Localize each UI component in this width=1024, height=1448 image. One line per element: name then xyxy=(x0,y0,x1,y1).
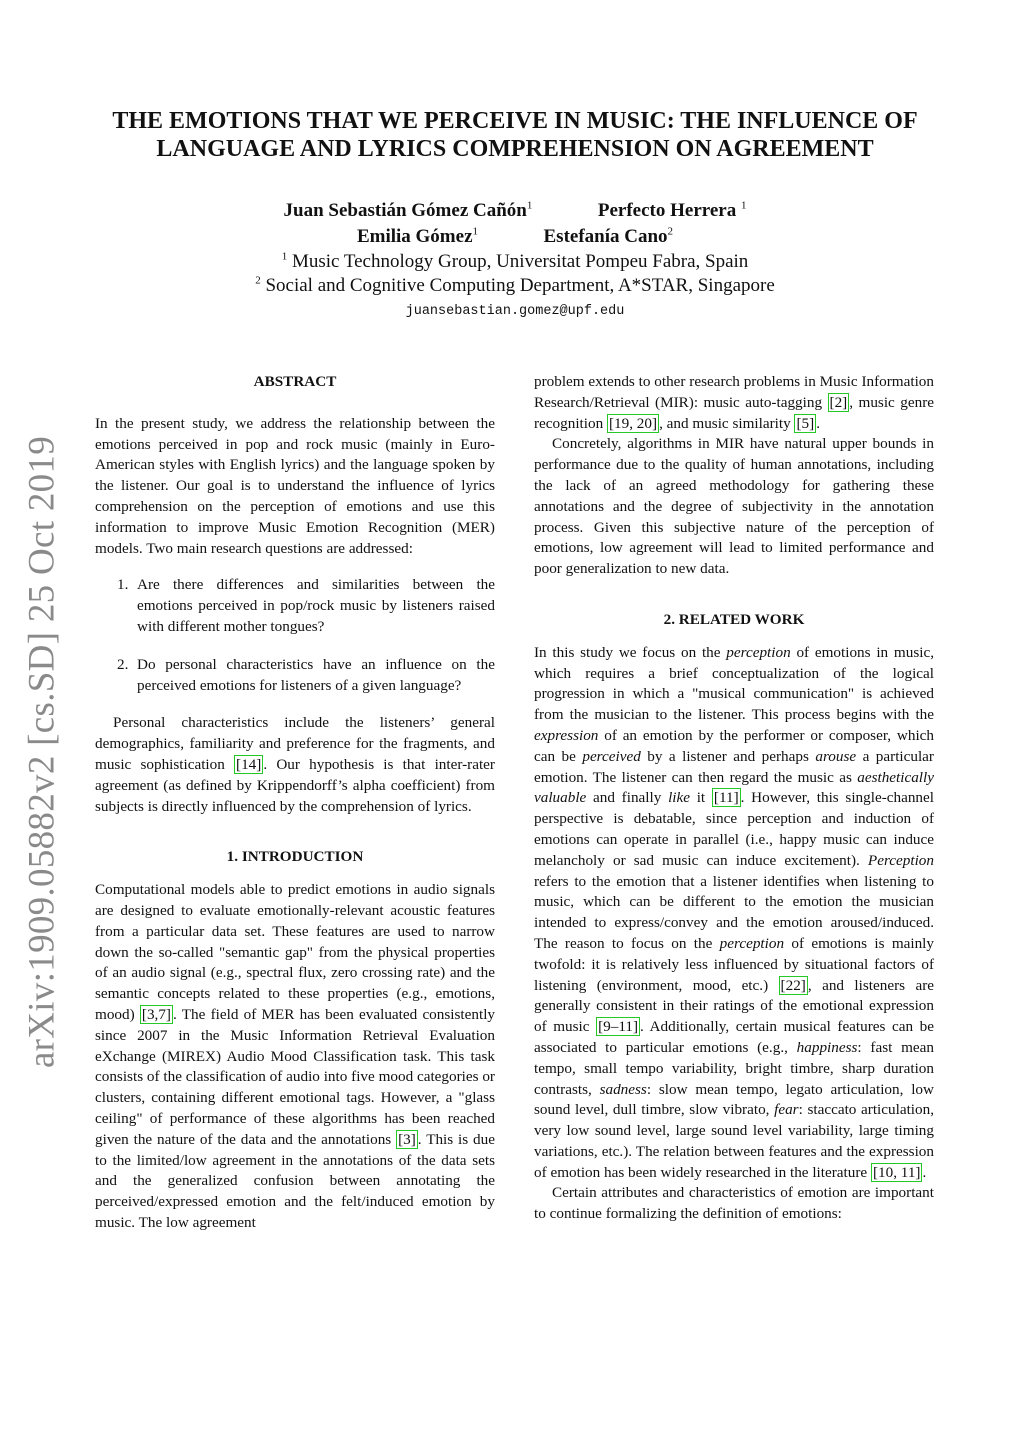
author-name: Perfecto Herrera xyxy=(597,200,737,221)
right-column xyxy=(534,372,934,1225)
related-work-paragraph: Certain attributes and characteristics of emotion are important to continue formalizing the definition of emotions: xyxy=(534,1184,934,1223)
section-heading-introduction: 1. INTRODUCTION xyxy=(226,848,364,866)
author-row-1 xyxy=(95,198,935,224)
affiliation: $^1$ Music Technology Group, Universitat Pompeu Fabra, Spain xyxy=(281,250,749,272)
section-heading-related-work: 2. RELATED WORK xyxy=(663,610,805,628)
citation-link[interactable]: [5] xyxy=(796,414,815,432)
citation-link[interactable]: [3,7] xyxy=(141,1005,171,1023)
citation-link[interactable]: [3] xyxy=(398,1130,416,1148)
citation-link[interactable]: [9–11] xyxy=(598,1018,639,1036)
author-affiliation-mark: 1 xyxy=(740,199,747,212)
abstract-paragraph: Personal characteristics include the listeners’ general demographics, familiarity and preference for the fragments, and music sophistication [14] . Our hypothesis is that inter-rater agreement (as defined by Krippendorff’s alpha coefficient) from subjects is directly influenced by the comprehension of lyrics. xyxy=(95,714,495,815)
introduction-paragraph: problem extends to other research problems in Music Information Research/Retrieval (MIR): music auto-tagging [2] , music genre recognition [19, 20] , and music similarity [5] . xyxy=(534,373,934,432)
author-name: Emilia Gómez xyxy=(356,226,473,247)
citation-link[interactable]: [14] xyxy=(236,755,262,773)
author-row-2 xyxy=(95,224,935,250)
contact-email[interactable]: juansebastian.gomez@upf.edu xyxy=(405,304,625,319)
citation-link[interactable]: [22] xyxy=(780,976,806,994)
paper-title: THE EMOTIONS THAT WE PERCEIVE IN MUSIC: THE INFLUENCE OF LANGUAGE AND LYRICS COMPREHENSION ON AGREEMENT xyxy=(112,108,918,162)
citation-link[interactable]: [10, 11] xyxy=(872,1163,921,1181)
arxiv-identifier: arXiv:1909.05882v2 [cs.SD] 25 Oct 2019 xyxy=(21,435,63,1069)
author-block xyxy=(95,198,935,319)
author-name: Estefanía Cano xyxy=(543,226,668,247)
left-column xyxy=(95,372,495,1234)
related-work-paragraph: In this study we focus on the perception of emotions in music, which requires a brief conceptualization of the logical progression in which a "musical communication" is achieved from the musician to the listener. This process begins with the expression of an emotion by the performer or composer, which can be perceived by a listener and perhaps arouse a particular emotion. The listener can then regard the music as aesthetically valuable and finally like it [11] . However, this single-channel perspective is debatable, since perception and induction of emotions can operate in parallel (i.e., happy music can induce melancholy or sad music can induce excitement). Perception refers to the emotion that a listener identifies when listening to music, which can be different to the emotion the musician intended to express/convey and the emotion aroused/induced. The reason to focus on the perception of emotions is mainly twofold: it is relatively less influenced by situational factors of listening (environment, mood, etc.) [22] , and listeners are generally consistent in their ratings of the emotional expression of music [9–11] . Additionally, certain musical features can be associated to particular emotions (e.g., happiness: fast mean tempo, small tempo variability, bright timbre, sharp duration contrasts, sadness: slow mean tempo, legato articulation, low sound level, dull timbre, slow vibrato, fear: staccato articulation, very low sound level, large sound level variability, large timing variations, etc.). The relation between features and the expression of emotion has been widely researched in the literature [10, 11] . xyxy=(534,643,934,1181)
citation-link[interactable]: [19, 20] xyxy=(608,414,658,432)
abstract-paragraph: In the present study, we address the relationship between the emotions perceived in pop and rock music (mainly in Euro-American styles with English lyrics) and the language spoken by the listener. Our goal is to understand the influence of lyrics comprehension on the perception of emotions and use this information to improve Music Emotion Recognition (MER) models. Two main research questions are addressed: xyxy=(95,414,495,557)
introduction-paragraph: Concretely, algorithms in MIR have natural upper bounds in performance due to the quality of human annotations, including the lack of an agreed methodology for gathering these annotations and the degree of subjectivity in the annotation process. Given this subjective nature of the perception of emotions, low agreement will lead to limited performance and poor generalization to new data. xyxy=(534,435,934,578)
affiliation: $^2$ Social and Cognitive Computing Department, A*STAR, Singapore xyxy=(255,274,775,296)
list-item: 2. Do personal characteristics have an influence on the perceived emotions for listeners of a given language? xyxy=(117,655,495,694)
research-questions xyxy=(95,575,495,696)
citation-link[interactable]: [11] xyxy=(713,789,739,807)
author-affiliation-mark: 1 xyxy=(526,199,533,212)
arxiv-sidebar xyxy=(0,0,90,1448)
author-name: Juan Sebastián Gómez Cañón xyxy=(283,200,527,221)
citation-link[interactable]: [2] xyxy=(829,393,848,411)
list-item: 1. Are there differences and similarities between the emotions perceived in pop/rock music by listeners raised with different mother tongues? xyxy=(117,576,495,635)
abstract-heading: ABSTRACT xyxy=(253,373,337,390)
author-affiliation-mark: 2 xyxy=(667,225,674,238)
author-affiliation-mark: 1 xyxy=(472,225,478,238)
introduction-paragraph: Computational models able to predict emotions in audio signals are designed to evaluate emotionally-relevant acoustic features from a particular data set. These features are used to narrow down the so-called "semantic gap" from the physical properties of an audio signal (e.g., spectral flux, zero crossing rate) and the semantic concepts related to these properties (e.g., emotions, mood) [3,7] . The field of MER has been evaluated consistently since 2007 in the Music Information Retrieval Evaluation eXchange (MIREX) Audio Mood Classification task. This task consists of the classification of audio into five mood categories or clusters, containing different emotional tags. However, a "glass ceiling" of performance of these algorithms has been reached given the nature of the data and the annotations [3] . This is due to the limited/low agreement in the annotations of the data sets and the generalized confusion between annotating the perceived/expressed emotion and the felt/induced emotion by music. The low agreement xyxy=(95,881,496,1231)
